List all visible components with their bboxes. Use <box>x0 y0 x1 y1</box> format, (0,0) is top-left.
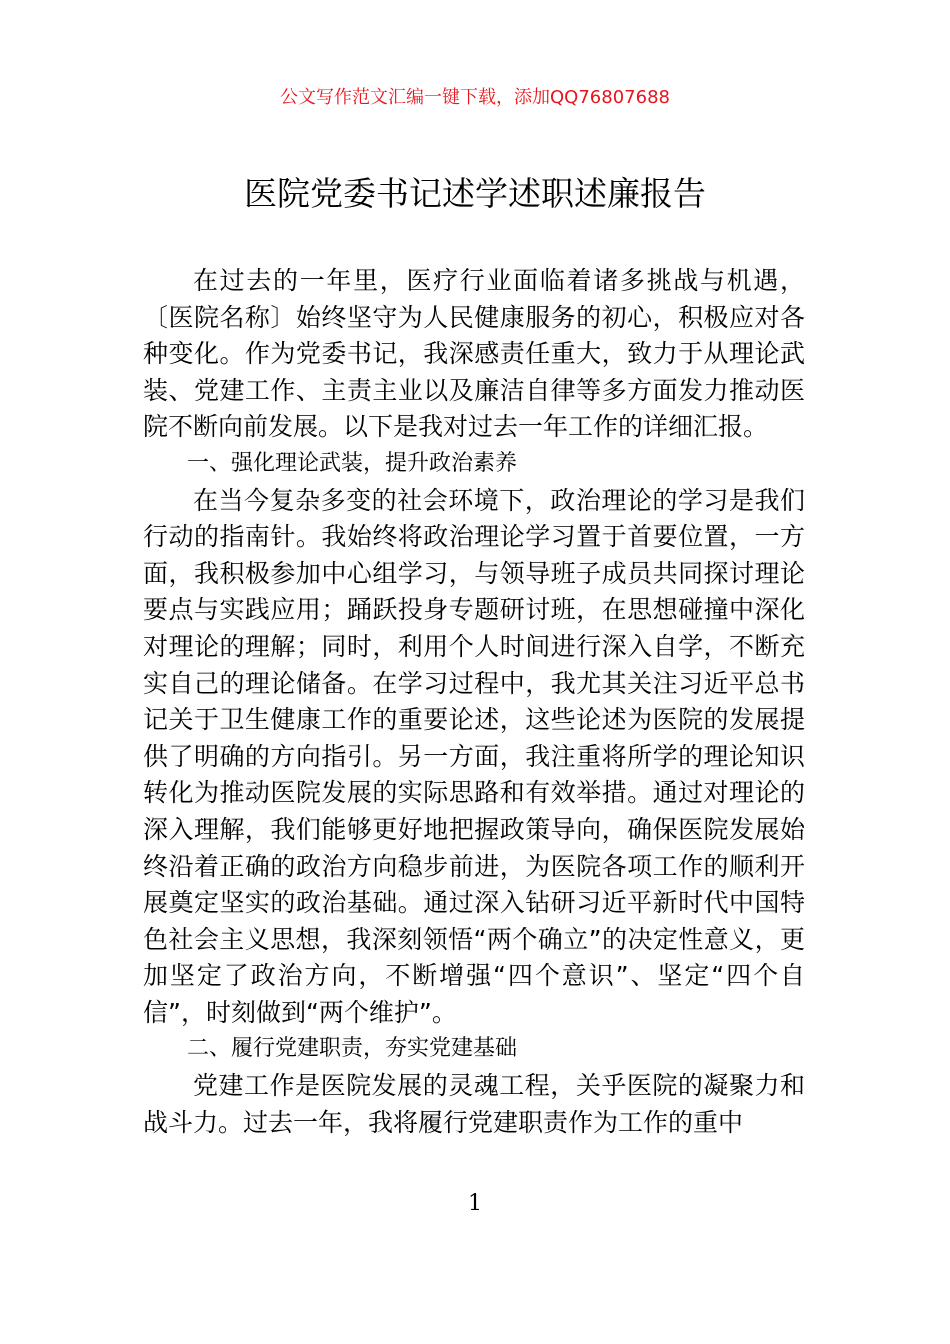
section-1-paragraph: 在当今复杂多变的社会环境下，政治理论的学习是我们行动的指南针。我始终将政治理论学习置于首要位置，一方面，我积极参加中心组学习，与领导班子成员共同探讨理论要点与实践应用；踊跃投身专题研讨班，在思想碰撞中深化对理论的理解；同时，利用个人时间进行深入自学，不断充实自己的理论储备。在学习过程中，我尤其关注习近平总书记关于卫生健康工作的重要论述，这些论述为医院的发展提供了明确的方向指引。另一方面，我注重将所学的理论知识转化为推动医院发展的实际思路和有效举措。通过对理论的深入理解，我们能够更好地把握政策导向，确保医院发展始终沿着正确的政治方向稳步前进，为医院各项工作的顺利开展奠定坚实的政治基础。通过深入钻研习近平新时代中国特色社会主义思想，我深刻领悟“两个确立”的决定性意义，更加坚定了政治方向，不断增强“四个意识”、坚定“四个自信”，时刻做到“两个维护”。 <box>143 485 805 1027</box>
section-heading-2: 二、履行党建职责，夯实党建基础 <box>187 1036 518 1062</box>
document-body <box>143 263 805 1141</box>
intro-paragraph: 在过去的一年里，医疗行业面临着诸多挑战与机遇，〔医院名称〕始终坚守为人民健康服务的初心，积极应对各种变化。作为党委书记，我深感责任重大，致力于从理论武装、党建工作、主责主业以及廉洁自律等多方面发力推动医院不断向前发展。以下是我对过去一年工作的详细汇报。 <box>143 266 805 442</box>
section-2-paragraph: 党建工作是医院发展的灵魂工程，关乎医院的凝聚力和战斗力。过去一年，我将履行党建职责作为工作的重中 <box>143 1071 805 1137</box>
page-number: 1 <box>468 1191 482 1216</box>
promo-header-text: 公文写作范文汇编一键下载，添加QQ76807688 <box>280 87 670 108</box>
section-heading-1: 一、强化理论武装，提升政治素养 <box>187 450 518 476</box>
document-title: 医院党委书记述学述职述廉报告 <box>244 174 706 213</box>
